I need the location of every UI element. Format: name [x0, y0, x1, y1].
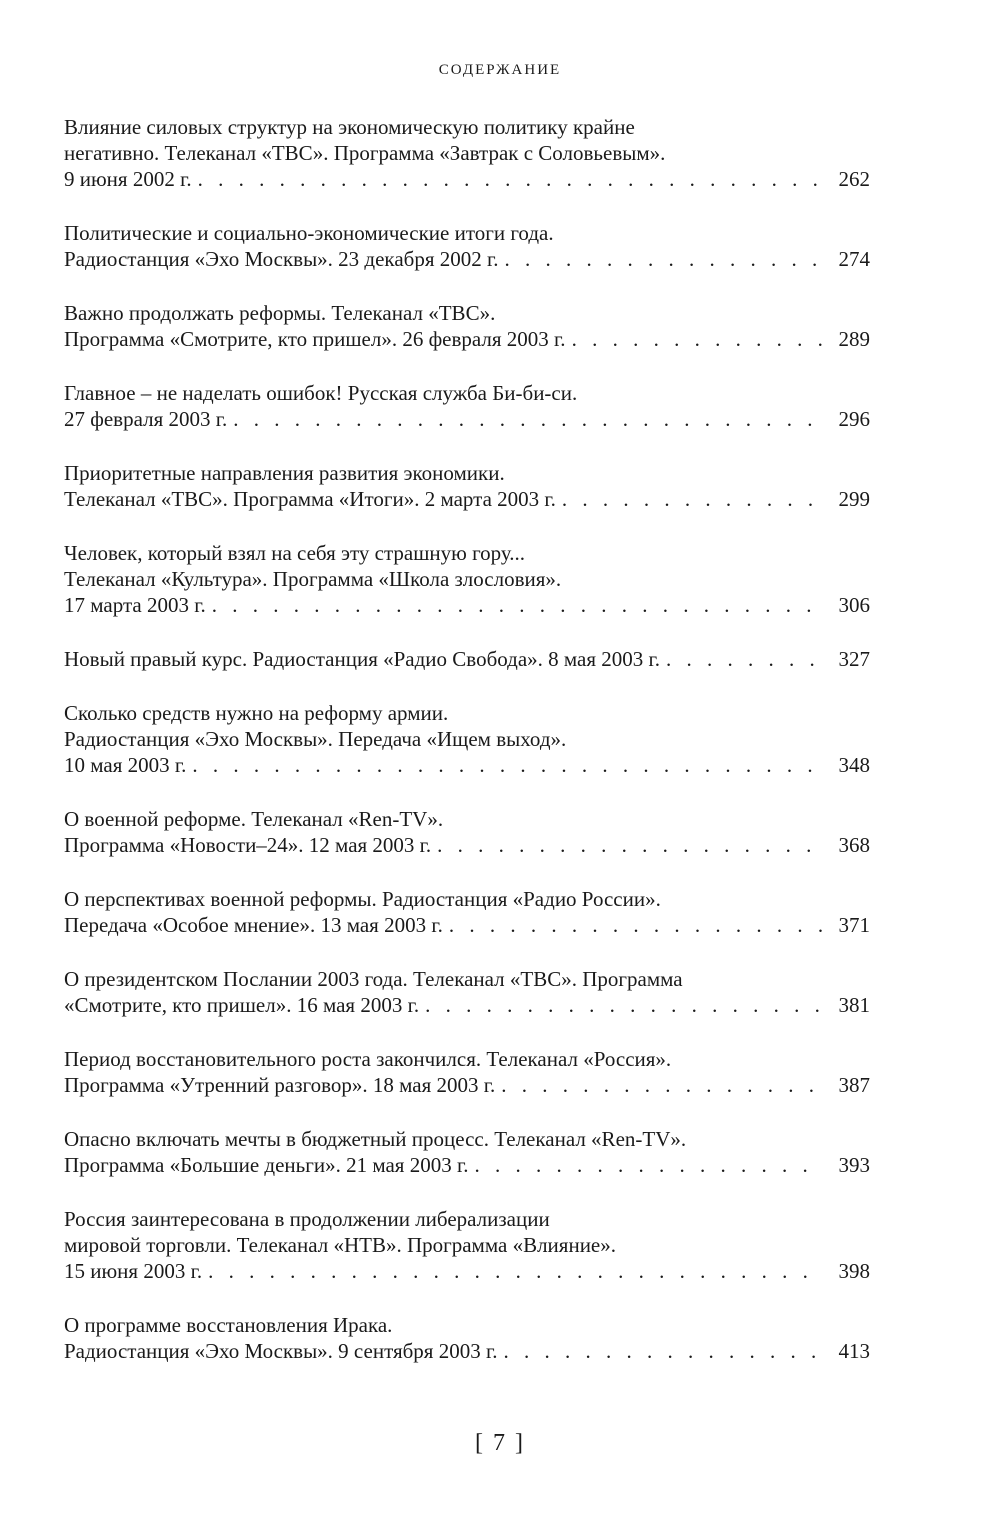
toc-entry-last-line	[64, 592, 870, 618]
toc-entry-title-line: Передача «Особое мнение». 13 мая 2003 г.	[64, 913, 443, 937]
toc-entry-title-line: Радиостанция «Эхо Москвы». 23 декабря 2002 г.	[64, 247, 499, 271]
toc-entry-last-line	[64, 912, 870, 938]
page-number: [ 7 ]	[475, 1430, 525, 1456]
toc-entry	[64, 380, 870, 432]
toc-entry-title-line: О президентском Послании 2003 года. Телеканал «ТВС». Программа	[64, 967, 683, 991]
toc-entry	[64, 1126, 870, 1178]
dot-leader	[562, 486, 824, 512]
toc-entry-page-number: 381	[838, 993, 870, 1017]
dot-leader	[192, 752, 824, 778]
dot-leader	[437, 832, 824, 858]
toc-entry-title-line: 9 июня 2002 г.	[64, 167, 192, 191]
toc-entry	[64, 114, 870, 192]
toc-entry-last-line	[64, 1258, 870, 1284]
toc-entry-title-line: Главное – не наделать ошибок! Русская служба Би-би-си.	[64, 381, 578, 405]
toc-entry	[64, 1206, 870, 1284]
dot-leader	[212, 592, 824, 618]
toc-entry-page-number: 299	[838, 487, 870, 511]
toc-entry-title-line: Период восстановительного роста закончился. Телеканал «Россия».	[64, 1047, 672, 1071]
toc-entry-page-number: 289	[838, 327, 870, 351]
toc-entry-page-number: 274	[838, 247, 870, 271]
dot-leader	[504, 246, 824, 272]
toc-entry-title-line: О военной реформе. Телеканал «Ren-TV».	[64, 807, 444, 831]
toc-entry-page-number: 371	[838, 913, 870, 937]
toc-entry-title-line: 15 июня 2003 г.	[64, 1259, 203, 1283]
toc-entry-page-number: 296	[838, 407, 870, 431]
toc-entry-title-line: Радиостанция «Эхо Москвы». 9 сентября 2003 г.	[64, 1339, 498, 1363]
toc-entry-page-number: 393	[838, 1153, 870, 1177]
dot-leader	[449, 912, 824, 938]
toc-entry-title-line: Важно продолжать реформы. Телеканал «ТВС».	[64, 301, 496, 325]
toc-entry-title-line: Опасно включать мечты в бюджетный процесс. Телеканал «Ren-TV».	[64, 1127, 687, 1151]
toc-entry	[64, 220, 870, 272]
toc-entry	[64, 806, 870, 858]
toc-entry-title-line: Телеканал «ТВС». Программа «Итоги». 2 марта 2003 г.	[64, 487, 556, 511]
toc-entry-title-line: Программа «Большие деньги». 21 мая 2003 г.	[64, 1153, 469, 1177]
toc-entry-title-line: 27 февраля 2003 г.	[64, 407, 228, 431]
toc-entry-last-line	[64, 1338, 870, 1364]
dot-leader	[572, 326, 824, 352]
toc-entry-title-line: Политические и социально-экономические итоги года.	[64, 221, 554, 245]
toc-entry-page-number: 306	[838, 593, 870, 617]
toc-entry-page-number: 327	[838, 647, 870, 671]
toc-entry	[64, 700, 870, 778]
toc-entry-title-line: Влияние силовых структур на экономическую политику крайне	[64, 115, 635, 139]
toc-entry-title-line: Телеканал «Культура». Программа «Школа злословия».	[64, 567, 562, 591]
toc-entry-title-line: Новый правый курс. Радиостанция «Радио Свобода». 8 мая 2003 г.	[64, 647, 661, 671]
toc-entry-page-number: 348	[838, 753, 870, 777]
toc-entry-page-number: 262	[838, 167, 870, 191]
toc-entry-title-line: Человек, который взял на себя эту страшную гору...	[64, 541, 526, 565]
toc-entry-last-line	[64, 646, 870, 672]
toc-entry-title-line: 10 мая 2003 г.	[64, 753, 187, 777]
toc-entry-last-line	[64, 752, 870, 778]
toc-entry-title-line: Программа «Утренний разговор». 18 мая 2003 г.	[64, 1073, 496, 1097]
dot-leader	[474, 1152, 824, 1178]
toc-entry-title-line: мировой торговли. Телеканал «НТВ». Программа «Влияние».	[64, 1233, 616, 1257]
toc-entry-title-line: Программа «Смотрите, кто пришел». 26 февраля 2003 г.	[64, 327, 566, 351]
toc-entry	[64, 300, 870, 352]
toc-entry-last-line	[64, 166, 870, 192]
toc-entry	[64, 540, 870, 618]
toc-entry-last-line	[64, 1152, 870, 1178]
toc-entry	[64, 966, 870, 1018]
dot-leader	[666, 646, 824, 672]
toc-entry-page-number: 387	[838, 1073, 870, 1097]
dot-leader	[208, 1258, 824, 1284]
toc-entry	[64, 886, 870, 938]
toc-entry-last-line	[64, 486, 870, 512]
toc-entry-title-line: О перспективах военной реформы. Радиостанция «Радио России».	[64, 887, 661, 911]
dot-leader	[233, 406, 824, 432]
toc-entry	[64, 1312, 870, 1364]
toc-entry	[64, 646, 870, 672]
dot-leader	[425, 992, 824, 1018]
dot-leader	[198, 166, 824, 192]
toc-entry	[64, 460, 870, 512]
toc-entry-last-line	[64, 326, 870, 352]
table-of-contents	[64, 114, 870, 1392]
toc-entry-last-line	[64, 1072, 870, 1098]
toc-entry-page-number: 413	[838, 1339, 870, 1363]
toc-entry-title-line: Приоритетные направления развития экономики.	[64, 461, 505, 485]
toc-entry-last-line	[64, 832, 870, 858]
toc-entry-title-line: «Смотрите, кто пришел». 16 мая 2003 г.	[64, 993, 420, 1017]
running-head: СОДЕРЖАНИЕ	[438, 62, 562, 78]
toc-entry-page-number: 398	[838, 1259, 870, 1283]
toc-entry-title-line: Россия заинтересована в продолжении либерализации	[64, 1207, 550, 1231]
toc-entry	[64, 1046, 870, 1098]
toc-entry-title-line: Программа «Новости–24». 12 мая 2003 г.	[64, 833, 432, 857]
toc-entry-title-line: 17 марта 2003 г.	[64, 593, 206, 617]
dot-leader	[501, 1072, 824, 1098]
toc-entry-title-line: О программе восстановления Ирака.	[64, 1313, 393, 1337]
toc-entry-last-line	[64, 992, 870, 1018]
toc-entry-title-line: негативно. Телеканал «ТВС». Программа «Завтрак с Соловьевым».	[64, 141, 666, 165]
toc-entry-title-line: Радиостанция «Эхо Москвы». Передача «Ищем выход».	[64, 727, 567, 751]
toc-entry-title-line: Сколько средств нужно на реформу армии.	[64, 701, 449, 725]
dot-leader	[503, 1338, 824, 1364]
toc-entry-last-line	[64, 246, 870, 272]
toc-entry-last-line	[64, 406, 870, 432]
toc-entry-page-number: 368	[838, 833, 870, 857]
